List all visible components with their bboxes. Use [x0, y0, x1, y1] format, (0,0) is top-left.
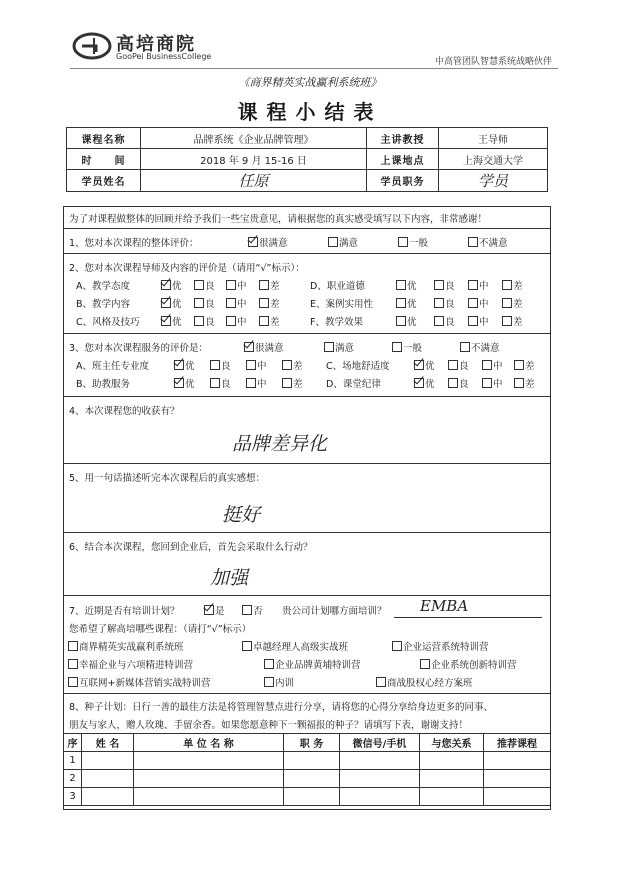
q7-plan-label: 贵公司计划哪方面培训？ [282, 606, 387, 617]
grade-option[interactable]: 中 [246, 376, 267, 390]
grade-option[interactable]: 中 [226, 278, 247, 292]
q4-answer[interactable]: 品牌差异化 [232, 433, 328, 455]
grade-option[interactable]: 中 [468, 314, 489, 328]
grade-option[interactable]: 良 [210, 358, 231, 372]
q2-label: 2、您对本次课程导师及内容的评价是（请用“√”标示）： [69, 263, 305, 274]
grade-option[interactable]: 差 [514, 358, 535, 372]
q5-label: 5、用一句话描述听完本次课程后的真实感想： [69, 473, 266, 484]
q3-row [64, 340, 550, 354]
student-name-label: 学员姓名 [67, 170, 141, 192]
student-name-value[interactable]: 任原 [141, 170, 367, 192]
location-label: 上课地点 [367, 149, 439, 170]
checkbox-icon [392, 342, 402, 352]
checkbox-icon [468, 237, 478, 247]
student-position-label: 学员职务 [367, 170, 439, 192]
q7-label: 7、近期是否有培训计划？ [69, 606, 180, 617]
checkbox-icon [392, 641, 402, 651]
q7-plan-answer[interactable]: EMBA [420, 597, 469, 615]
checkbox-icon [482, 360, 492, 370]
grade-option[interactable]: 良 [448, 358, 469, 372]
cell-input[interactable] [134, 770, 284, 788]
course-option[interactable]: 商界精英实战赢利系统班 [68, 639, 184, 653]
table-row [64, 770, 551, 788]
col-index: 序 [64, 734, 82, 752]
q7-option-no[interactable]: 否 [242, 603, 263, 617]
program-series: 《商界精英实战赢利系统班》 [238, 76, 382, 89]
item-label: B、教学内容 [76, 299, 131, 310]
q8-line-1: 8、种子计划：日行一善的最佳方法是将管理智慧点进行分享，请将您的心得分享给身边更多的同事、 [69, 702, 494, 713]
time-label: 时 间 [67, 149, 141, 170]
checkbox-icon [246, 378, 256, 388]
course-name-label: 课程名称 [67, 128, 141, 149]
grade-option[interactable]: 良 [434, 278, 455, 292]
item-label: C、场地舒适度 [326, 361, 390, 372]
checkbox-icon [468, 298, 478, 308]
grade-option[interactable]: 优 [174, 358, 195, 372]
checkbox-checked-icon [161, 280, 171, 290]
q3-option-unsatisfied[interactable]: 不满意 [460, 340, 500, 354]
divider [64, 228, 550, 229]
grade-option[interactable]: 优 [161, 278, 182, 292]
checkbox-checked-icon [161, 316, 171, 326]
header-divider [70, 68, 558, 69]
checkbox-icon [502, 298, 512, 308]
grade-option[interactable]: 差 [282, 376, 303, 390]
checkbox-icon [420, 659, 430, 669]
cell-input[interactable] [134, 752, 284, 770]
course-option[interactable]: 商战股权心经方案班 [376, 675, 473, 689]
grade-option[interactable]: 良 [194, 296, 215, 310]
col-relation: 与您关系 [420, 734, 484, 752]
checkbox-icon [210, 378, 220, 388]
location-value: 上海交通大学 [439, 149, 548, 170]
checkbox-icon [460, 342, 470, 352]
q8-line-2: 朋友与家人，赠人玫瑰、手留余香。如果您愿意种下一颗福报的种子？请填写下表，谢谢支持！ [69, 720, 469, 731]
item-label: A、班主任专业度 [76, 361, 149, 372]
cell-input[interactable] [340, 770, 420, 788]
grade-option[interactable]: 中 [246, 358, 267, 372]
grade-option[interactable]: 差 [502, 278, 523, 292]
q1-label: 1、您对本次课程的整体评价： [69, 238, 199, 249]
checkbox-icon [194, 298, 204, 308]
checkbox-icon [226, 280, 236, 290]
grade-option[interactable]: 中 [226, 296, 247, 310]
divider [64, 693, 550, 694]
divider [64, 595, 550, 596]
brand-name-en: GooPei BusinessCollege [116, 52, 212, 61]
col-name: 姓 名 [82, 734, 134, 752]
grade-option[interactable]: 优 [396, 314, 417, 328]
checkbox-icon [242, 605, 252, 615]
grade-option[interactable]: 良 [448, 376, 469, 390]
college-logo-icon [72, 32, 112, 60]
checkbox-icon [210, 360, 220, 370]
cell-input[interactable] [134, 788, 284, 806]
checkbox-icon [396, 316, 406, 326]
checkbox-icon [398, 237, 408, 247]
checkbox-icon [448, 378, 458, 388]
checkbox-icon [68, 641, 78, 651]
grade-option[interactable]: 优 [414, 376, 435, 390]
checkbox-icon [468, 316, 478, 326]
q1-option-unsatisfied[interactable]: 不满意 [468, 235, 508, 249]
item-label: F、教学效果 [310, 317, 363, 328]
checkbox-checked-icon [244, 342, 254, 352]
item-label: D、职业道德 [310, 281, 365, 292]
cell-input[interactable] [82, 770, 134, 788]
col-company: 单 位 名 称 [134, 734, 284, 752]
grade-option[interactable]: 差 [502, 314, 523, 328]
checkbox-icon [226, 316, 236, 326]
time-value: 2018 年 9 月 15-16 日 [141, 149, 367, 170]
q7-course-label: 您希望了解高培哪些课程：（请打“√”标示） [69, 624, 252, 635]
checkbox-icon [434, 298, 444, 308]
referral-table [63, 733, 551, 806]
brand-tagline: 中高管团队智慧系统战略伙伴 [434, 57, 552, 67]
grade-option[interactable]: 中 [482, 376, 503, 390]
grade-option[interactable]: 中 [226, 314, 247, 328]
course-option[interactable]: 卓越经理人高级实战班 [242, 639, 348, 653]
divider [64, 396, 550, 397]
checkbox-checked-icon [414, 378, 424, 388]
grade-option[interactable]: 优 [396, 278, 417, 292]
checkbox-icon [68, 659, 78, 669]
col-contact: 微信号/手机 [340, 734, 420, 752]
survey-intro: 为了对课程做整体的回顾并给予我们一些宝贵意见，请根据您的真实感受填写以下内容，非常感谢！ [69, 214, 488, 225]
cell-input[interactable] [284, 770, 340, 788]
q7-row [64, 597, 550, 617]
grade-option[interactable]: 中 [468, 278, 489, 292]
grade-option[interactable]: 良 [194, 314, 215, 328]
col-title: 职 务 [284, 734, 340, 752]
checkbox-icon [502, 316, 512, 326]
checkbox-checked-icon [174, 360, 184, 370]
cell-input[interactable] [420, 788, 484, 806]
q1-option-satisfied[interactable]: 满意 [328, 235, 358, 249]
cell-input[interactable] [340, 788, 420, 806]
checkbox-icon [502, 280, 512, 290]
item-label: D、课堂纪律 [326, 379, 381, 390]
checkbox-icon [396, 298, 406, 308]
q1-row [64, 235, 550, 249]
checkbox-icon [246, 360, 256, 370]
cell-input[interactable] [420, 752, 484, 770]
checkbox-checked-icon [174, 378, 184, 388]
grade-option[interactable]: 差 [259, 314, 280, 328]
checkbox-icon [514, 378, 524, 388]
grade-option[interactable]: 良 [210, 376, 231, 390]
grade-option[interactable]: 差 [282, 358, 303, 372]
course-name-value: 品牌系统《企业品牌管理》 [141, 128, 367, 149]
feedback-survey [63, 206, 551, 810]
divider [64, 532, 550, 533]
item-label: B、助教服务 [76, 379, 131, 390]
divider [64, 333, 550, 334]
grade-option[interactable]: 优 [174, 376, 195, 390]
document-title: 课程小结表 [237, 100, 383, 124]
row-index: 3 [64, 788, 82, 806]
checkbox-icon [68, 677, 78, 687]
checkbox-icon [328, 237, 338, 247]
table-row [64, 788, 551, 806]
course-option[interactable]: 幸福企业与六项精进特训营 [68, 657, 193, 671]
course-info-table [66, 127, 548, 192]
checkbox-checked-icon [248, 237, 258, 247]
grade-option[interactable]: 优 [396, 296, 417, 310]
course-option[interactable]: 互联网+新媒体营销实战特训营 [68, 675, 210, 689]
course-option[interactable]: 企业系统创新特训营 [420, 657, 517, 671]
grade-option[interactable]: 差 [259, 296, 280, 310]
checkbox-checked-icon [204, 605, 214, 615]
row-index: 1 [64, 752, 82, 770]
course-option[interactable]: 企业运营系统特训营 [392, 639, 489, 653]
checkbox-icon [226, 298, 236, 308]
item-label: A、教学态度 [76, 281, 130, 292]
lecturer-value: 王导师 [439, 128, 548, 149]
answer-underline [394, 617, 542, 618]
q6-answer[interactable]: 加强 [210, 567, 249, 589]
checkbox-icon [482, 378, 492, 388]
q7-option-yes[interactable]: 是 [204, 603, 225, 617]
grade-option[interactable]: 良 [194, 278, 215, 292]
checkbox-icon [434, 316, 444, 326]
cell-input[interactable] [484, 752, 551, 770]
grade-option[interactable]: 良 [434, 296, 455, 310]
grade-option[interactable]: 优 [161, 314, 182, 328]
checkbox-icon [194, 280, 204, 290]
divider [64, 463, 550, 464]
cell-input[interactable] [484, 788, 551, 806]
q5-answer[interactable]: 挺好 [222, 504, 261, 526]
grade-option[interactable]: 优 [161, 296, 182, 310]
cell-input[interactable] [284, 788, 340, 806]
q1-option-average[interactable]: 一般 [398, 235, 428, 249]
checkbox-icon [264, 677, 274, 687]
referral-header-row [64, 734, 551, 752]
q3-option-very-satisfied[interactable]: 很满意 [244, 340, 284, 354]
item-label: C、风格及技巧 [76, 317, 140, 328]
checkbox-icon [468, 280, 478, 290]
grade-option[interactable]: 良 [434, 314, 455, 328]
table-row [64, 752, 551, 770]
checkbox-icon [242, 641, 252, 651]
grade-option[interactable]: 优 [414, 358, 435, 372]
grade-option[interactable]: 差 [514, 376, 535, 390]
student-position-value[interactable]: 学员 [439, 170, 548, 192]
checkbox-icon [324, 342, 334, 352]
q1-option-very-satisfied[interactable]: 很满意 [248, 235, 288, 249]
cell-input[interactable] [484, 770, 551, 788]
checkbox-icon [264, 659, 274, 669]
cell-input[interactable] [340, 752, 420, 770]
cell-input[interactable] [82, 752, 134, 770]
grade-option[interactable]: 差 [502, 296, 523, 310]
q3-option-average[interactable]: 一般 [392, 340, 422, 354]
q6-label: 6、结合本次课程，您回到企业后，首先会采取什么行动？ [69, 542, 313, 553]
checkbox-icon [282, 360, 292, 370]
course-option[interactable]: 企业品牌黄埔特训营 [264, 657, 361, 671]
checkbox-icon [514, 360, 524, 370]
q3-option-satisfied[interactable]: 满意 [324, 340, 354, 354]
checkbox-icon [259, 316, 269, 326]
grade-option[interactable]: 差 [259, 278, 280, 292]
checkbox-icon [194, 316, 204, 326]
lecturer-label: 主讲教授 [367, 128, 439, 149]
grade-option[interactable]: 中 [468, 296, 489, 310]
row-index: 2 [64, 770, 82, 788]
cell-input[interactable] [420, 770, 484, 788]
checkbox-icon [376, 677, 386, 687]
checkbox-checked-icon [161, 298, 171, 308]
checkbox-icon [448, 360, 458, 370]
checkbox-icon [434, 280, 444, 290]
item-label: E、案例实用性 [310, 299, 374, 310]
course-option[interactable]: 内训 [264, 675, 294, 689]
checkbox-checked-icon [414, 360, 424, 370]
q3-label: 3、您对本次课程服务的评价是： [69, 343, 209, 354]
cell-input[interactable] [82, 788, 134, 806]
brand-name-cn: 高培商院 [116, 34, 196, 55]
checkbox-icon [259, 298, 269, 308]
divider [64, 253, 550, 254]
checkbox-icon [282, 378, 292, 388]
col-course: 推荐课程 [484, 734, 551, 752]
q4-label: 4、本次课程您的收获有？ [69, 406, 180, 417]
grade-option[interactable]: 中 [482, 358, 503, 372]
checkbox-icon [396, 280, 406, 290]
cell-input[interactable] [284, 752, 340, 770]
checkbox-icon [259, 280, 269, 290]
